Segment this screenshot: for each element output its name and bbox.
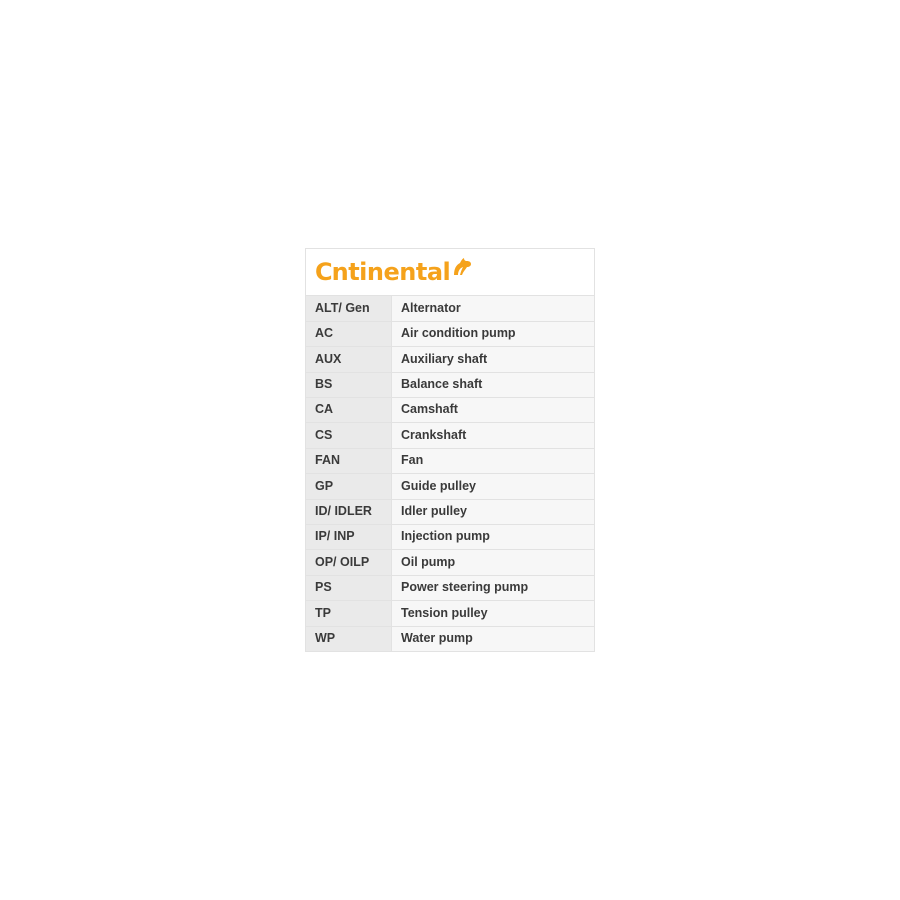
abbreviation-description: Fan — [392, 448, 595, 473]
abbreviation-code: GP — [306, 474, 392, 499]
abbreviation-description: Crankshaft — [392, 423, 595, 448]
abbreviation-description: Camshaft — [392, 398, 595, 423]
continental-logo — [315, 257, 473, 287]
abbreviation-code: AUX — [306, 347, 392, 372]
abbreviation-description: Water pump — [392, 626, 595, 651]
brand-header — [306, 249, 594, 296]
brand-name-text: ntinental — [331, 258, 451, 286]
abbreviation-description: Auxiliary shaft — [392, 347, 595, 372]
table-row — [306, 423, 594, 448]
abbreviation-code: CS — [306, 423, 392, 448]
abbreviation-code: WP — [306, 626, 392, 651]
abbreviation-legend-card — [305, 248, 595, 652]
brand-first-letter: C — [315, 258, 332, 286]
table-row — [306, 321, 594, 346]
abbreviation-code: AC — [306, 321, 392, 346]
abbreviation-code: FAN — [306, 448, 392, 473]
abbreviation-code: OP/ OILP — [306, 550, 392, 575]
table-row — [306, 347, 594, 372]
abbreviation-table-body — [306, 296, 594, 651]
table-row — [306, 550, 594, 575]
table-row — [306, 474, 594, 499]
abbreviation-code: ALT/ Gen — [306, 296, 392, 321]
table-row — [306, 296, 594, 321]
abbreviation-code: PS — [306, 575, 392, 600]
table-row — [306, 626, 594, 651]
table-row — [306, 398, 594, 423]
abbreviation-table — [306, 296, 594, 651]
abbreviation-description: Oil pump — [392, 550, 595, 575]
abbreviation-description: Alternator — [392, 296, 595, 321]
abbreviation-code: CA — [306, 398, 392, 423]
abbreviation-description: Guide pulley — [392, 474, 595, 499]
abbreviation-code: BS — [306, 372, 392, 397]
abbreviation-description: Air condition pump — [392, 321, 595, 346]
abbreviation-code: IP/ INP — [306, 525, 392, 550]
table-row — [306, 499, 594, 524]
abbreviation-code: ID/ IDLER — [306, 499, 392, 524]
horse-icon — [451, 257, 473, 281]
table-row — [306, 525, 594, 550]
brand-wordmark — [315, 260, 450, 284]
abbreviation-description: Power steering pump — [392, 575, 595, 600]
table-row — [306, 372, 594, 397]
table-row — [306, 448, 594, 473]
abbreviation-description: Balance shaft — [392, 372, 595, 397]
abbreviation-description: Tension pulley — [392, 601, 595, 626]
abbreviation-description: Injection pump — [392, 525, 595, 550]
abbreviation-description: Idler pulley — [392, 499, 595, 524]
table-row — [306, 601, 594, 626]
abbreviation-code: TP — [306, 601, 392, 626]
table-row — [306, 575, 594, 600]
